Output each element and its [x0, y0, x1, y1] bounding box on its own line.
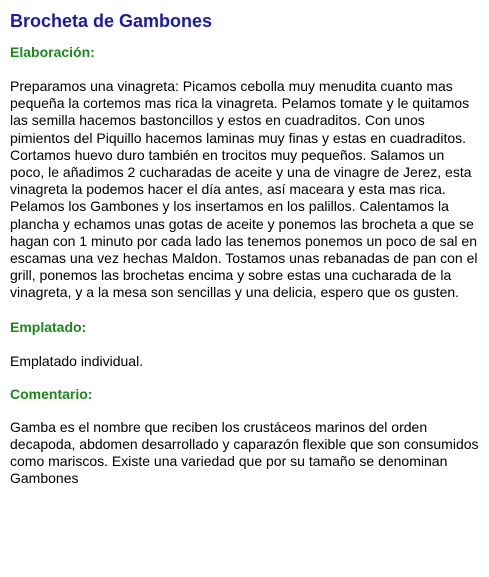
comentario-text: Gamba es el nombre que reciben los crustáceos marinos del orden decapoda, abdomen desarrollado y caparazón flexible que son consumidos como mariscos. Existe una variedad que por su tamaño se denominan Gambones [10, 418, 479, 487]
comentario-heading: Comentario: [10, 385, 93, 402]
recipe-title: Brocheta de Gambones [10, 11, 213, 31]
elaboracion-heading: Elaboración: [10, 44, 95, 60]
emplatado-text: Emplatado individual. [10, 352, 144, 369]
elaboracion-text: Preparamos una vinagreta: Picamos cebolla muy menudita cuanto mas pequeña la cortemos mas rica la vinagreta. Pelamos tomate y le quitamos las semilla hacemos bastoncillos y estos en cuadraditos. Con unos pimientos del Piquillo hacemos laminas muy finas y estas en cuadraditos. Cortamos huevo duro también en trocitos muy pequeños. Salamos un poco, le añadimos 2 cucharadas de aceite y una de vinagre de Jerez, esta vinagreta la podemos hacer el día antes, así maceara y esta mas rica. Pelamos los Gambones y los insertamos en los palillos. Calentamos la plancha y echamos unas gotas de aceite y ponemos las brocheta a que se hagan con 1 minuto por cada lado las tenemos ponemos un poco de sal en escamas una vez hechas Maldon. Tostamos unas rebanadas de pan con el grill, ponemos las brochetas encima y sobre estas una cucharada de la vinagreta, y a la mesa son sencillas y una delicia, espero que os gusten. [10, 78, 478, 301]
emplatado-heading: Emplatado: [10, 318, 87, 335]
